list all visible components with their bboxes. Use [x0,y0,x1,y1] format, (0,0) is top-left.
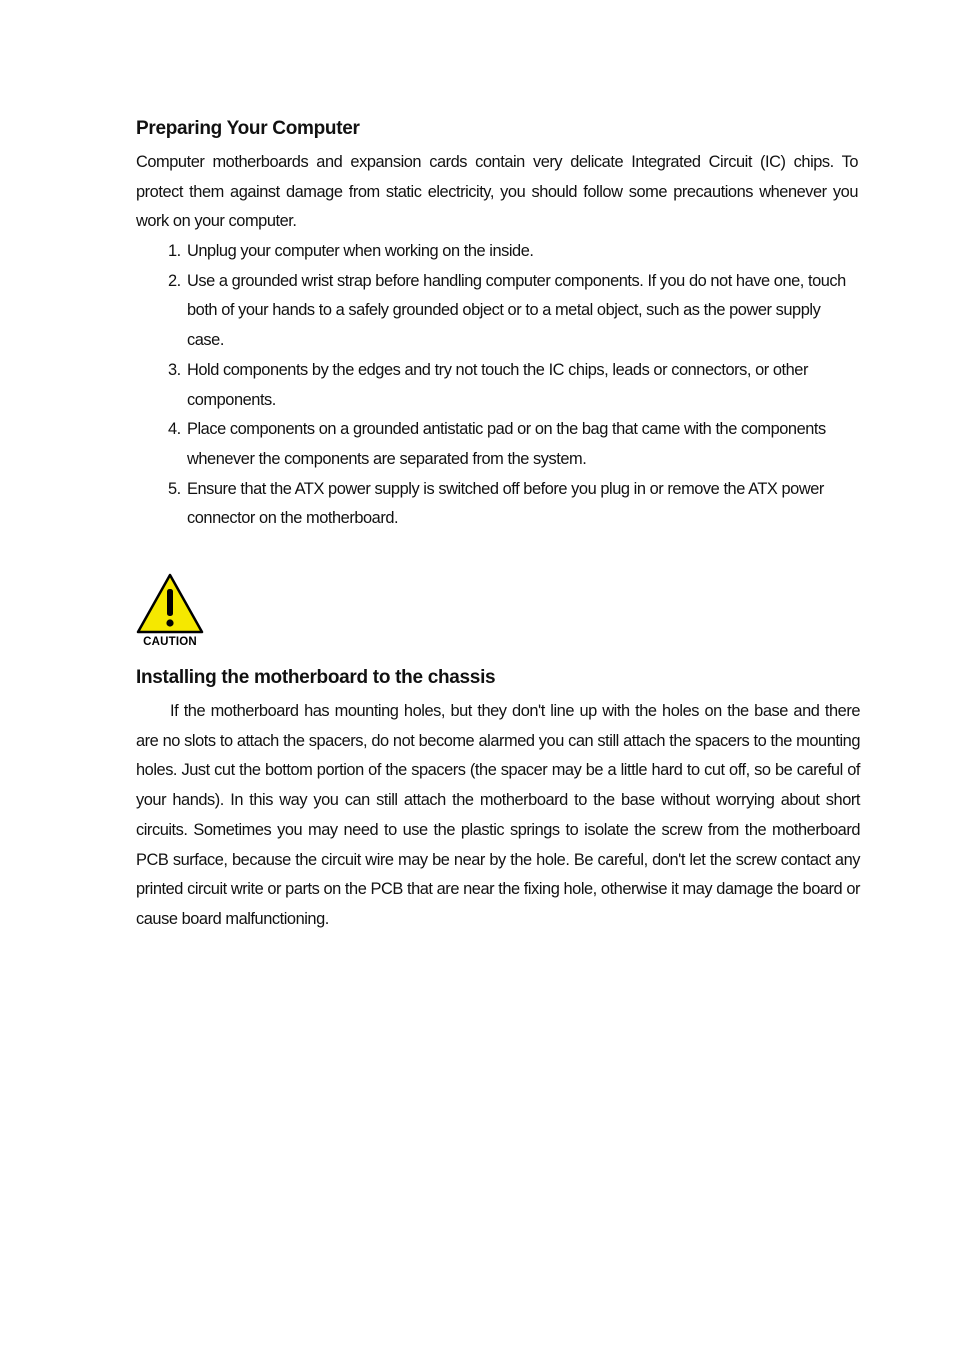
precaution-steps-list [136,237,858,534]
list-item [136,475,858,534]
step-number: 1. [168,242,181,260]
list-item [136,237,858,267]
intro-paragraph: Computer motherboards and expansion cards contain very delicate Integrated Circuit (IC) chips. To protect them against damage from static electricity, you should follow some precautions whenever you work on your computer. [136,153,858,231]
section-heading-preparing: Preparing Your Computer [136,118,360,139]
step-text: Hold components by the edges and try not touch the IC chips, leads or connectors, or other components. [187,360,808,409]
exclamation-dot [166,619,173,626]
list-item [136,356,858,415]
installing-paragraph: If the motherboard has mounting holes, but they don't line up with the holes on the base and there are no slots to attach the spacers, do not become alarmed you can still attach the spacers to the mounting holes. Just cut the bottom portion of the spacers (the spacer may be a little hard to cut off, so be careful of your hands). In this way you can still attach the motherboard to the base without worrying about short circuits. Sometimes you may need to use the plastic springs to isolate the screw from the motherboard PCB surface, because the circuit wire may be near by the hole. Be careful, don't let the screw contact any printed circuit write or parts on the PCB that are near the fixing hole, otherwise it may damage the board or cause board malfunctioning. [136,702,860,928]
step-text: Place components on a grounded antistatic pad or on the bag that came with the components whenever the components are separated from the system. [187,420,826,468]
exclamation-bar [167,589,173,616]
step-number: 3. [168,360,181,379]
caution-label: CAUTION [143,636,197,648]
step-number: 2. [168,271,181,290]
step-text: Ensure that the ATX power supply is switched off before you plug in or remove the ATX power connector on the motherboard. [187,479,824,528]
caution-warning-icon [136,572,204,648]
step-number: 5. [168,479,181,498]
step-number: 4. [168,420,181,439]
step-text: Unplug your computer when working on the inside. [187,242,534,260]
list-item [136,267,858,356]
step-text: Use a grounded wrist strap before handling computer components. If you do not have one, touch both of your hands to a safely grounded object or to a metal object, such as the power supply case. [187,271,846,350]
section-heading-installing: Installing the motherboard to the chassis [136,667,496,688]
list-item [136,415,858,474]
